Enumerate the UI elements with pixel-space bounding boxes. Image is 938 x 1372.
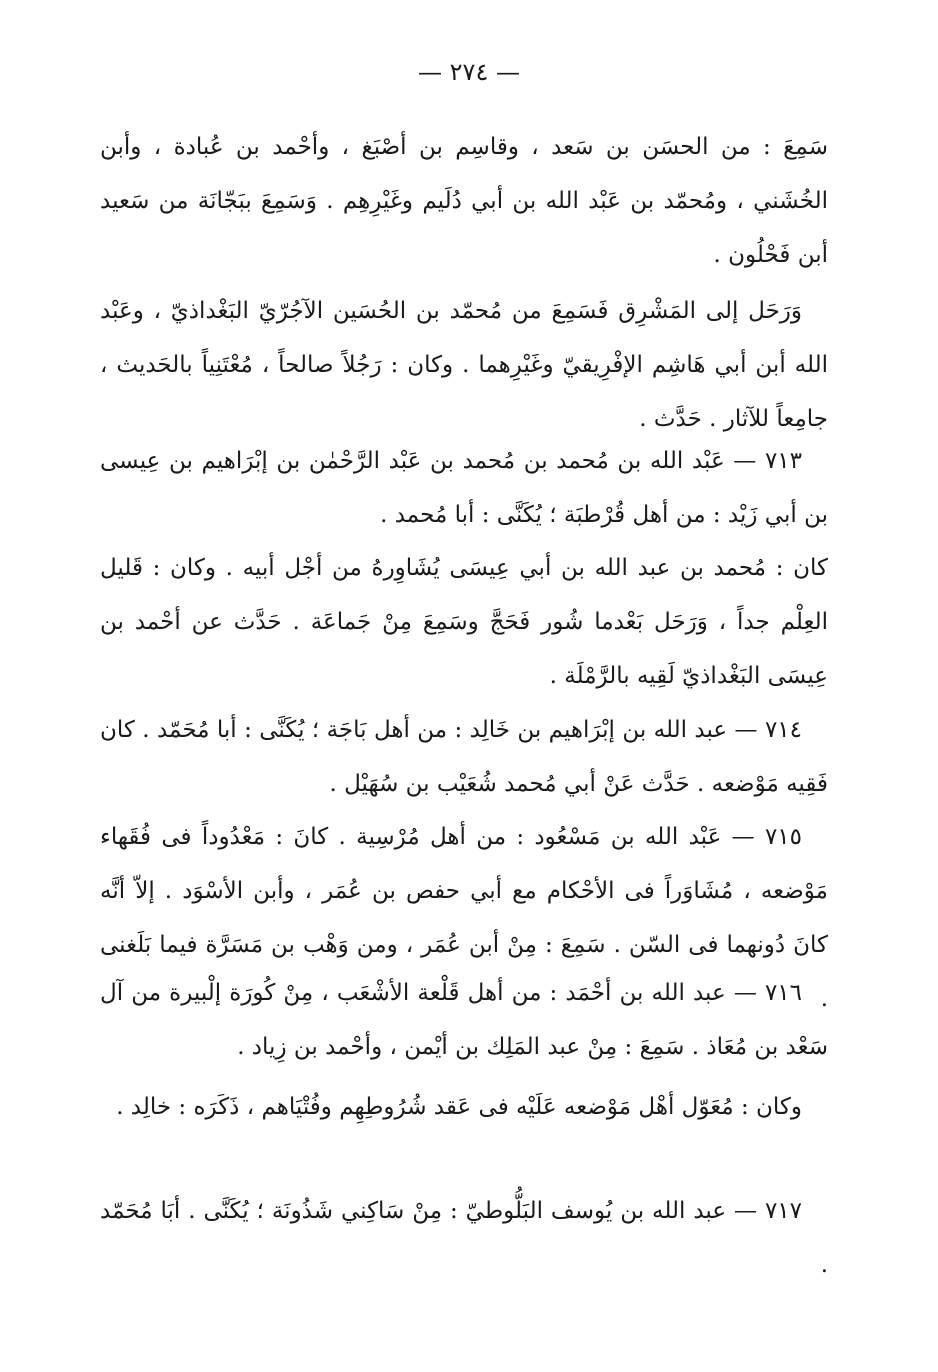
page-number: — ٢٧٤ — — [418, 58, 520, 86]
entry-717 — [100, 1184, 828, 1292]
paragraph-2 — [100, 284, 828, 446]
paragraph-text: كان : مُحمد بن عبد الله بن أبي عِيسَى يُشَاوِرهُ من أجْل أبيه . وكان : قَليل العِلْم جداً ، وَرَحَل بَعْدما شُور فَحَجَّ وسَمِعَ مِنْ جَماعَة . حَدَّث عن أحْمد بن عِيسَى البَغْداذيّ لَقِيه بالرَّمْلَة . — [100, 555, 828, 689]
entry-text: ٧١٥ — عَبْد الله بن مَسْعُود : من أهل مُرْسِية . كانَ : مَعْدُوداً فى فُقَهاء مَوْضعه ، مُشَاوَراً فى الأحْكام مع أبي حفص بن عُمَر ، وأبن الأسْوَد . إلاّ أنَّه كانَ دُونهما فى السّن . سَمِعَ : مِنْ أبن عُمَر ، ومن وَهْب بن مَسَرَّة فيما بَلَغنى . — [100, 824, 828, 1012]
entry-text: ٧١٣ — عَبْد الله بن مُحمد بن مُحمد بن عَبْد الرَّحْمٰن بن إبْرَاهيم بن عِيسى بن أبي زَيْد : من أهل قُرْطبَة ؛ يُكَنَّى : أبا مُحمد . — [100, 448, 828, 528]
entry-text: ٧١٧ — عبد الله بن يُوسف البَلُّوطيّ : مِنْ سَاكِني شَذُونَة ؛ يُكَنَّى . أبَا مُحَمّد . — [100, 1198, 828, 1278]
paragraph-713-details — [100, 541, 828, 703]
entry-713 — [100, 434, 828, 542]
entry-text: ٧١٤ — عبد الله بن إبْرَاهيم بن خَالِد : من أهل بَاجَة ؛ يُكَنَّى : أبا مُحَمّد . كان فَقِيه مَوْضعه . حَدَّث عَنْ أبي مُحمد شُعَيْب بن سُهَيْل . — [100, 717, 828, 797]
paragraph-1 — [100, 120, 828, 282]
entry-714 — [100, 703, 828, 811]
entry-716 — [100, 966, 828, 1074]
paragraph-text: سَمِعَ : من الحسَن بن سَعد ، وقاسِم بن أصْبَغ ، وأحْمد بن عُبادة ، وأبن الخُشَني ، ومُحمّد بن عَبْد الله بن أبي دُلَيم وغَيْرِهِم . وَسَمِعَ ببَجّانَة من سَعيد أبن فَحْلُون . — [100, 134, 828, 268]
paragraph-text: وَرَحَل إلى المَشْرِق فَسَمِعَ من مُحمّد بن الحُسَين الآجُرّيّ البَغْداذيّ ، وعَبْد الله أبن أبي هَاشِم الإفْرِيقيّ وغَيْرِهما . وكان : رَجُلاً صالحاً ، مُعْتَنِياً بالحَديث ، جامِعاً للآثار . حَدَّث . — [100, 298, 828, 432]
paragraph-716-details — [100, 1080, 828, 1134]
paragraph-text: وكان : مُعَوّل أهْل مَوْضعه عَلَيْه فى عَقد شُرُوطِهِم وفُتْيَاهم ، ذَكَرَه : خالِد . — [116, 1094, 802, 1120]
entry-text: ٧١٦ — عبد الله بن أحْمَد : من أهل قَلْعة الأشْعَب ، مِنْ كُورَة إلْبيرة من آل سَعْد بن مُعَاذ . سَمِعَ : مِنْ عبد المَلِك بن أيْمن ، وأحْمد بن زِياد . — [100, 980, 828, 1060]
